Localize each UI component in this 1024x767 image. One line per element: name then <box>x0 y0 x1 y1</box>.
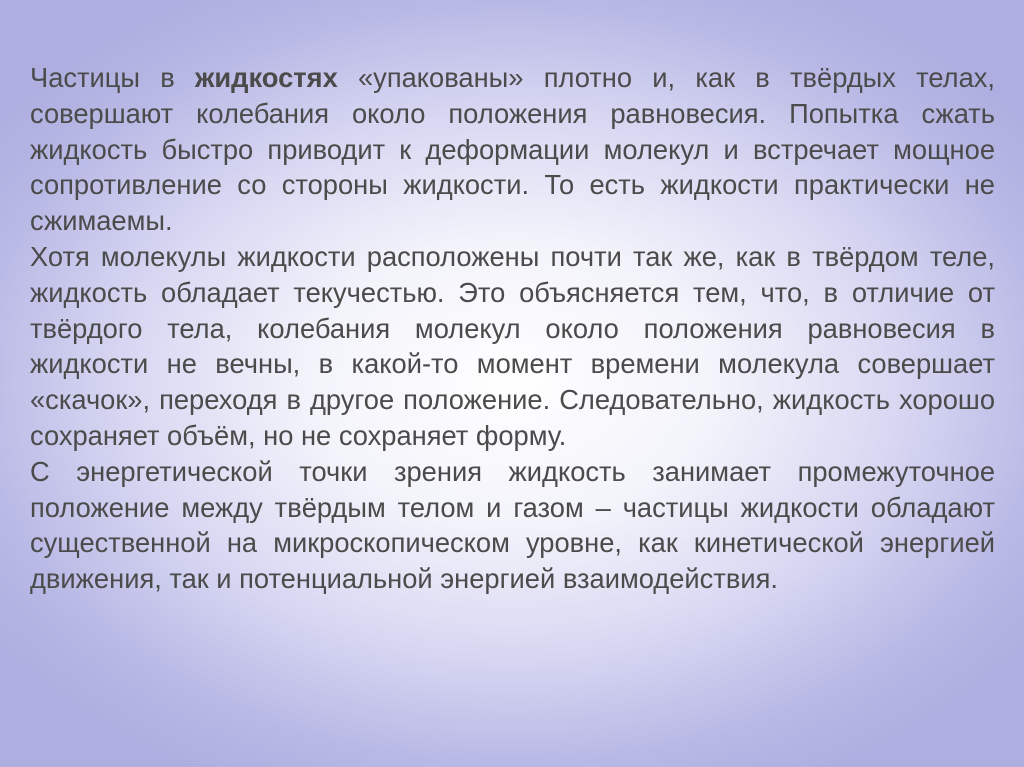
slide-text-block <box>30 60 995 597</box>
paragraph-liquid-energy <box>30 454 995 597</box>
paragraph-bold-term: жидкостях <box>195 62 338 93</box>
paragraph-text-run: «упакованы» плотно и, как в твёрдых телах, совершают колебания около положения равновесия. Попытка сжать жидкость быстро приводит к деформации молекул и встречает мощное сопротивление со стороны жидкости. То есть жидкости практически не сжимаемы. <box>30 62 995 237</box>
paragraph-text-run: Хотя молекулы жидкости расположены почти так же, как в твёрдом теле, жидкость обладает текучестью. Это объясняется тем, что, в отличие от твёрдого тела, колебания молекул около положения равновесия в жидкости не вечны, в какой-то момент времени молекула совершает «скачок», переходя в другое положение. Следовательно, жидкость хорошо сохраняет объём, но не сохраняет форму. <box>30 240 995 451</box>
paragraph-text-run: С энергетической точки зрения жидкость занимает промежуточное положение между твёрдым телом и газом – частицы жидкости обладают существенной на микроскопическом уровне, как кинетической энергией движения, так и потенциальной энергией взаимодействия. <box>30 455 995 595</box>
paragraph-text-run: Частицы в <box>30 62 196 93</box>
paragraph-liquid-fluidity <box>30 239 995 454</box>
paragraph-liquid-packing <box>30 60 995 239</box>
